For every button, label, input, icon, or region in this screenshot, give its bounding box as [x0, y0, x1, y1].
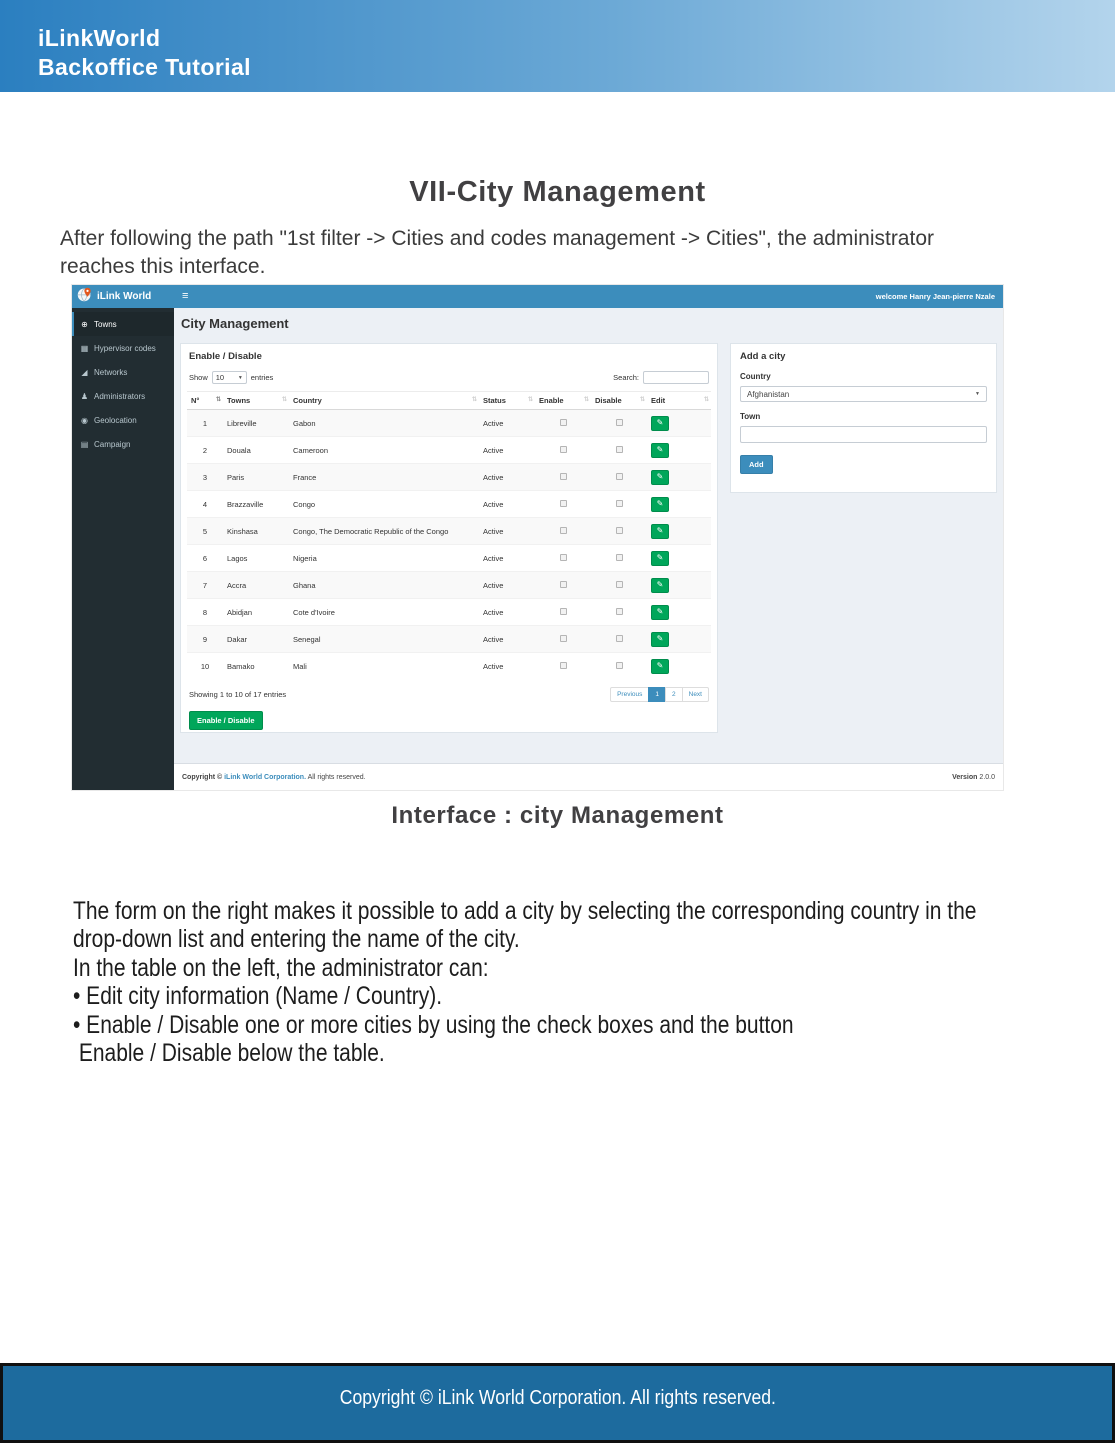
pencil-icon: ✎ [656, 418, 664, 427]
enable-checkbox[interactable] [560, 419, 567, 426]
cell-town: Abidjan [223, 599, 289, 626]
enable-checkbox[interactable] [560, 581, 567, 588]
town-input[interactable] [740, 426, 987, 443]
app-logo[interactable] [72, 285, 174, 308]
cell-edit [647, 572, 711, 599]
cell-disable [591, 572, 647, 599]
sort-icon[interactable]: ⇅ [471, 397, 477, 403]
sidebar-item[interactable] [72, 360, 174, 384]
cell-country: Mali [289, 653, 479, 680]
cell-edit [647, 626, 711, 653]
pencil-icon: ✎ [656, 661, 664, 671]
add-city-title: Add a city [740, 351, 786, 362]
doc-header-banner [0, 0, 1115, 92]
list-icon: ▤ [80, 439, 89, 449]
disable-checkbox[interactable] [616, 419, 623, 426]
pencil-icon: ✎ [656, 607, 664, 616]
page-length-value: 10 [215, 373, 225, 382]
app-brand: iLink World [97, 291, 152, 302]
table-footer [189, 687, 709, 702]
pencil-icon: ✎ [656, 526, 664, 535]
page-length-select[interactable] [212, 371, 247, 384]
cell-status: Active [479, 653, 535, 680]
text-line: reaches this interface. [60, 254, 266, 278]
edit-button[interactable] [651, 443, 669, 458]
cell-disable [591, 410, 647, 437]
cell-enable [535, 545, 591, 572]
doc-brand: iLinkWorld [38, 25, 161, 51]
column-header[interactable] [535, 392, 591, 410]
cell-status: Active [479, 491, 535, 518]
cell-status: Active [479, 572, 535, 599]
column-header-label: Country [293, 396, 322, 405]
cell-number: 8 [187, 599, 223, 626]
cell-edit [647, 599, 711, 626]
cell-number: 5 [187, 518, 223, 545]
cell-status: Active [479, 464, 535, 491]
cell-status: Active [479, 437, 535, 464]
cell-status: Active [479, 410, 535, 437]
cell-town: Libreville [223, 410, 289, 437]
cell-country: Cote d'Ivoire [289, 599, 479, 626]
cell-edit [647, 653, 711, 680]
chevron-down-icon: ▼ [237, 374, 243, 381]
cell-disable [591, 599, 647, 626]
edit-button[interactable] [651, 659, 669, 674]
cell-status: Active [479, 599, 535, 626]
cell-town: Dakar [223, 626, 289, 653]
cell-enable [535, 437, 591, 464]
app-sidebar [72, 308, 174, 790]
enable-checkbox[interactable] [560, 527, 567, 534]
panel-title: Enable / Disable [189, 351, 262, 362]
doc-footer-band [0, 1363, 1115, 1443]
cell-country: Nigeria [289, 545, 479, 572]
sidebar-item-label: Administrators [94, 391, 146, 401]
welcome-user[interactable]: welcome Hanry Jean-pierre Nzale [875, 292, 995, 301]
cell-country: Congo, The Democratic Republic of the Congo [289, 518, 479, 545]
page-length-control [189, 371, 273, 384]
edit-button[interactable] [651, 632, 669, 647]
chevron-down-icon: ▼ [975, 391, 980, 397]
table-row [187, 518, 711, 545]
text-line: After following the path "1st filter -> Cities and codes management -> Cities", the administrator [60, 227, 934, 250]
column-header-label: Enable [539, 396, 564, 405]
cell-number: 6 [187, 545, 223, 572]
cell-town: Kinshasa [223, 518, 289, 545]
sort-icon[interactable]: ⇅ [215, 397, 221, 403]
cell-disable [591, 518, 647, 545]
sort-icon[interactable]: ⇅ [281, 397, 287, 403]
cell-disable [591, 653, 647, 680]
pencil-icon: ✎ [656, 499, 664, 508]
column-header[interactable] [223, 392, 289, 410]
app-copyright: Copyright © iLink World Corporation. All rights reserved. [182, 773, 366, 781]
disable-checkbox[interactable] [616, 554, 623, 561]
user-icon: ♟ [80, 391, 89, 401]
sidebar-item[interactable] [72, 408, 174, 432]
sort-icon[interactable]: ⇅ [639, 397, 645, 403]
sort-icon[interactable]: ⇅ [703, 397, 709, 403]
cell-status: Active [479, 545, 535, 572]
cell-disable [591, 491, 647, 518]
showing-entries-text: Showing 1 to 10 of 17 entries [189, 689, 287, 699]
table-controls [189, 371, 709, 384]
cell-town: Brazzaville [223, 491, 289, 518]
table-icon: ▦ [80, 343, 89, 353]
disable-checkbox[interactable] [616, 446, 623, 453]
figure-caption: Interface : city Management [391, 802, 724, 829]
cell-number: 3 [187, 464, 223, 491]
cell-country: Senegal [289, 626, 479, 653]
edit-button[interactable] [651, 605, 669, 620]
sidebar-item[interactable] [72, 312, 174, 336]
cell-town: Paris [223, 464, 289, 491]
sidebar-item[interactable] [72, 432, 174, 456]
cell-enable [535, 653, 591, 680]
cell-enable [535, 491, 591, 518]
column-header-label: Disable [595, 396, 622, 405]
disable-checkbox[interactable] [616, 608, 623, 615]
pagination-button[interactable]: Next [682, 687, 709, 702]
globe-icon: ⊕ [81, 319, 88, 329]
pencil-icon: ✎ [656, 553, 664, 562]
column-header-label: N° [191, 396, 200, 405]
map-marker-icon: ◉ [81, 415, 88, 425]
table-row [187, 599, 711, 626]
doc-subtitle: Backoffice Tutorial [38, 54, 251, 80]
sidebar-item-label: Campaign [94, 439, 131, 449]
globe-pin-logo-icon [77, 287, 92, 307]
entries-label: entries [250, 373, 274, 382]
cell-disable [591, 626, 647, 653]
sidebar-item-label: Towns [94, 319, 117, 329]
enable-disable-panel [180, 343, 718, 733]
enable-checkbox[interactable] [560, 473, 567, 480]
table-header-row [187, 392, 711, 410]
cell-edit [647, 464, 711, 491]
text-line: The form on the right makes it possible to add a city by selecting the corresponding country in the [73, 897, 977, 925]
cell-number: 4 [187, 491, 223, 518]
enable-checkbox[interactable] [560, 500, 567, 507]
pencil-icon: ✎ [656, 472, 664, 481]
signal-icon: ◢ [81, 367, 88, 377]
doc-footer-text: Copyright © iLink World Corporation. All rights reserved. [339, 1387, 776, 1409]
country-selected-value: Afghanistan [747, 389, 790, 399]
cell-status: Active [479, 626, 535, 653]
disable-checkbox[interactable] [616, 635, 623, 642]
cell-edit [647, 410, 711, 437]
pagination-button[interactable]: 1 [648, 687, 666, 702]
cell-number: 10 [187, 653, 223, 680]
sidebar-item-label: Geolocation [94, 415, 137, 425]
cell-enable [535, 626, 591, 653]
sidebar-item[interactable] [72, 384, 174, 408]
app-screenshot [72, 285, 1003, 790]
cell-enable [535, 410, 591, 437]
cell-town: Douala [223, 437, 289, 464]
sort-icon[interactable]: ⇅ [583, 397, 589, 403]
table-row [187, 464, 711, 491]
cell-country: Cameroon [289, 437, 479, 464]
cell-edit [647, 491, 711, 518]
text-line: • Enable / Disable one or more cities by using the check boxes and the button [73, 1010, 794, 1039]
pencil-icon: ✎ [656, 580, 664, 589]
sidebar-toggle-icon[interactable]: ≡ [182, 290, 189, 302]
table-row [187, 437, 711, 464]
edit-button[interactable] [651, 551, 669, 566]
pagination [610, 687, 709, 702]
table-row [187, 626, 711, 653]
cell-country: Congo [289, 491, 479, 518]
table-row [187, 653, 711, 680]
body-paragraph [73, 897, 1081, 1067]
enable-checkbox[interactable] [560, 635, 567, 642]
column-header[interactable] [479, 392, 535, 410]
disable-checkbox[interactable] [616, 527, 623, 534]
cell-number: 1 [187, 410, 223, 437]
table-row [187, 572, 711, 599]
cell-status: Active [479, 518, 535, 545]
app-page-title: City Management [181, 316, 289, 331]
enable-disable-button[interactable]: Enable / Disable [189, 711, 263, 730]
text-line: drop-down list and entering the name of the city. [73, 925, 520, 954]
town-label: Town [740, 412, 761, 421]
text-line: • Edit city information (Name / Country). [73, 982, 443, 1011]
enable-checkbox[interactable] [560, 662, 567, 669]
edit-button[interactable] [651, 524, 669, 539]
column-header[interactable] [289, 392, 479, 410]
edit-button[interactable] [651, 416, 669, 431]
disable-checkbox[interactable] [616, 662, 623, 669]
country-label: Country [740, 372, 771, 381]
column-header-label: Status [483, 396, 506, 405]
cell-enable [535, 464, 591, 491]
show-label: Show [189, 373, 208, 382]
sidebar-item-label: Hypervisor codes [94, 343, 156, 353]
cell-town: Bamako [223, 653, 289, 680]
cell-number: 7 [187, 572, 223, 599]
cell-disable [591, 437, 647, 464]
cell-edit [647, 437, 711, 464]
pencil-icon: ✎ [656, 634, 664, 643]
add-city-button[interactable]: Add [740, 455, 773, 474]
cell-edit [647, 545, 711, 572]
column-header-label: Towns [227, 396, 251, 405]
app-content [174, 308, 1003, 790]
table-row [187, 491, 711, 518]
country-select[interactable] [740, 386, 987, 402]
search-control [613, 371, 709, 384]
sidebar-item[interactable] [72, 336, 174, 360]
enable-checkbox[interactable] [560, 446, 567, 453]
cell-disable [591, 545, 647, 572]
enable-checkbox[interactable] [560, 608, 567, 615]
app-footer [174, 763, 1003, 790]
search-label: Search: [613, 373, 639, 382]
app-body [72, 308, 1003, 790]
cell-number: 9 [187, 626, 223, 653]
edit-button[interactable] [651, 578, 669, 593]
disable-checkbox[interactable] [616, 500, 623, 507]
column-header-label: Edit [651, 396, 666, 405]
pagination-button[interactable]: 2 [665, 687, 683, 702]
cell-disable [591, 464, 647, 491]
disable-checkbox[interactable] [616, 473, 623, 480]
disable-checkbox[interactable] [616, 581, 623, 588]
section-title: VII-City Management [409, 176, 706, 208]
pencil-icon: ✎ [656, 445, 664, 454]
table-row [187, 410, 711, 437]
cell-town: Accra [223, 572, 289, 599]
cell-edit [647, 518, 711, 545]
intro-paragraph [60, 225, 1080, 280]
text-line: Enable / Disable below the table. [73, 1039, 385, 1068]
app-version: Version 2.0.0 [952, 773, 995, 781]
search-input[interactable] [643, 371, 709, 384]
table-row [187, 545, 711, 572]
cell-enable [535, 518, 591, 545]
column-header[interactable] [187, 392, 223, 410]
enable-checkbox[interactable] [560, 554, 567, 561]
cities-table [187, 391, 711, 680]
cell-enable [535, 599, 591, 626]
edit-button[interactable] [651, 470, 669, 485]
app-navbar [174, 285, 1003, 308]
pagination-button[interactable]: Previous [610, 687, 649, 702]
app-footer-brand-link[interactable]: iLink World Corporation. [224, 773, 307, 781]
add-city-panel [730, 343, 997, 493]
app-top-bar [72, 285, 1003, 308]
cell-country: Ghana [289, 572, 479, 599]
edit-button[interactable] [651, 497, 669, 512]
column-header[interactable] [591, 392, 647, 410]
cell-country: France [289, 464, 479, 491]
column-header[interactable] [647, 392, 711, 410]
cell-country: Gabon [289, 410, 479, 437]
cell-number: 2 [187, 437, 223, 464]
cell-enable [535, 572, 591, 599]
sort-icon[interactable]: ⇅ [527, 397, 533, 403]
text-line: In the table on the left, the administrator can: [73, 953, 489, 982]
sidebar-item-label: Networks [94, 367, 128, 377]
cell-town: Lagos [223, 545, 289, 572]
